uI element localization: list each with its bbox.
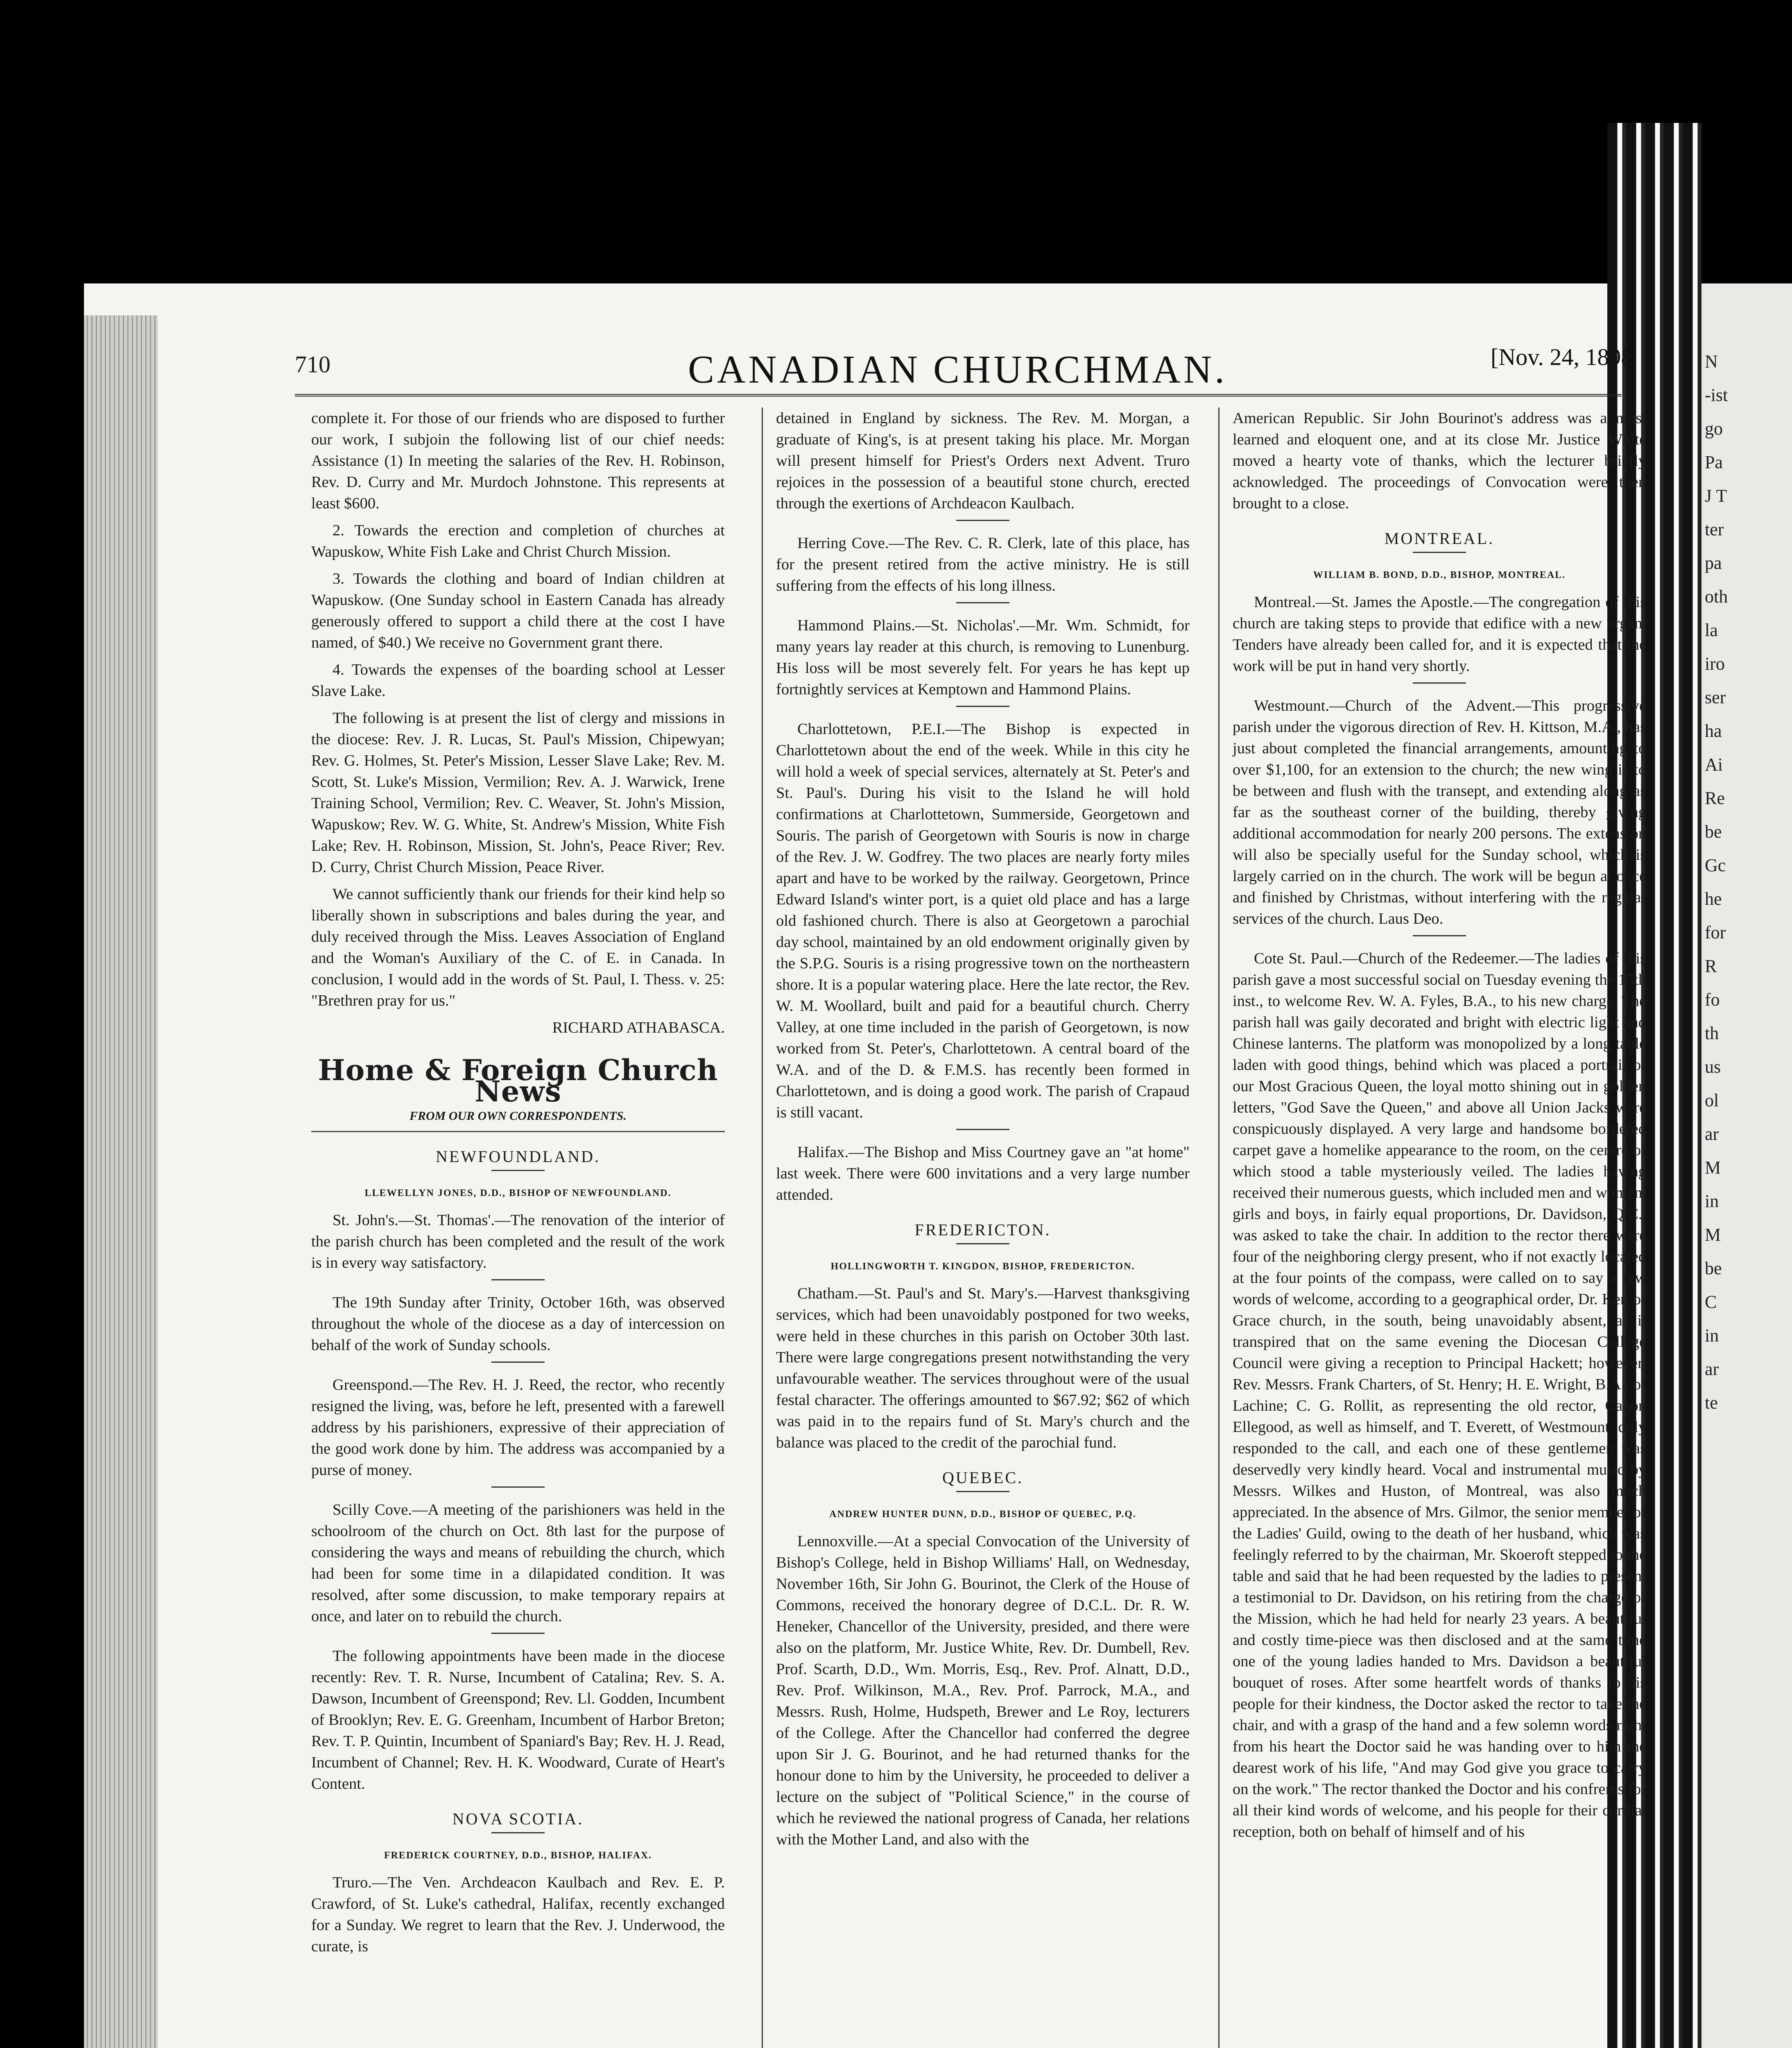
column-1 [311, 408, 725, 2048]
divider [491, 1832, 545, 1833]
paragraph: Lennoxville.—At a special Convocation of the University of Bishop's College, held in Bishop Williams' Hall, on Wednesday, November 16th, Sir John G. Bourinot, the Clerk of the House of Commons, received the honorary degree of D.C.L. Dr. R. W. Heneker, Chancellor of the University, presided, and there were also on the platform, Mr. Justice White, Rev. Dr. Dumbell, Rev. Prof. Scarth, D.D., Wm. Morris, Esq., Rev. Prof. Alnatt, D.D., Rev. Prof. Wilkinson, M.A., Rev. Prof. Parrock, M.A., and Messrs. Rush, Holme, Hudspeth, Brewer and Le Roy, lecturers of the College. After the Chancellor had conferred the degree upon Sir J. G. Bourinot, and he had returned thanks for the honour done to him by the University, he proceeded to deliver a lecture on the subject of "Political Science," in the course of which he reviewed the national progress of Canada, her relations with the Mother Land, and also with the [776, 1533, 1190, 1848]
news-section-title: Home & Foreign Church News [318, 1053, 718, 1108]
paragraph: Westmount.—Church of the Advent.—This progressive parish under the vigorous direction of Rev. H. Kittson, M.A., has just about completed the financial arrangements, amounting to over $1,100, for an extension to the church; the new wing is to be between and flush with the transept, and extending along as far as the southeast corner of the building, thereby giving additional accommodation for nearly 200 persons. The extension will also be specially useful for the Sunday school, which is largely carried on in the church. The work will be begun at once and finished by Christmas, without interfering with the regular services of the church. Laus Deo. [1233, 697, 1646, 927]
paragraph: Scilly Cove.—A meeting of the parishioners was held in the schoolroom of the church on Oct. 8th last for the purpose of considering the ways and means of rebuilding the church, which had been for some time in a dilapidated condition. It was resolved, after some discussion, to make temporary repairs at once, and later on to rebuild the church. [311, 1501, 725, 1625]
adjacent-page-text: M [1705, 1225, 1721, 1245]
adjacent-page-text: -ist [1705, 385, 1728, 405]
section-heading-fredericton: FREDERICTON. [914, 1221, 1051, 1239]
adjacent-page-text: ar [1705, 1124, 1719, 1144]
issue-date: [Nov. 24, 1898 [1491, 344, 1633, 370]
paragraph: Halifax.—The Bishop and Miss Courtney gave an "at home" last week. There were 600 invitations and a very large number attended. [776, 1144, 1190, 1203]
divider [491, 1279, 545, 1280]
adjacent-page-text: us [1705, 1057, 1721, 1077]
paragraph: Hammond Plains.—St. Nicholas'.—Mr. Wm. Schmidt, for many years lay reader at this church, is removing to Lunenburg. His loss will be most severely felt. For years he has kept up fortnightly services at Kemptown and Hammond Plains. [776, 617, 1190, 698]
paragraph: St. John's.—St. Thomas'.—The renovation of the interior of the parish church has been completed and the result of the work is in every way satisfactory. [311, 1212, 725, 1271]
page-edges [84, 315, 158, 2048]
page-number: 710 [295, 351, 330, 378]
adjacent-page-text: Gc [1705, 855, 1726, 875]
adjacent-page-text: Pa [1705, 452, 1723, 472]
section-heading-montreal: MONTREAL. [1384, 529, 1495, 548]
adjacent-page-text: C [1705, 1292, 1717, 1312]
paragraph: The following is at present the list of clergy and missions in the diocese: Rev. J. R. Lucas, St. Paul's Mission, Chipewyan; Rev. G. Holmes, St. Peter's Mission, Lesser Slave Lake; Rev. M. Scott, St. Luke's Mission, Vermilion; Rev. A. J. Warwick, Irene Training School, Vermilion; Rev. C. Weaver, St. John's Mission, Wapuskow; Rev. W. G. White, St. Andrew's Mission, White Fish Lake; Rev. H. Robinson, Mission, St. John's, Peace River; Rev. D. Curry, Christ Church Mission, Peace River. [311, 709, 725, 876]
paragraph: Chatham.—St. Paul's and St. Mary's.—Harvest thanksgiving services, which had been unavoidably postponed for two weeks, were held in these churches in this parish on October 30th last. There were large congregations present notwithstanding the very unfavourable weather. The services throughout were of the usual festal character. The offerings amounted to $67.92; $62 of which was paid in to the repairs fund of St. Mary's church and the balance was placed to the credit of the parochial fund. [776, 1285, 1190, 1451]
adjacent-page-text: iro [1705, 654, 1725, 674]
adjacent-page-text: in [1705, 1325, 1719, 1346]
divider [1413, 552, 1466, 553]
news-section-subtitle: FROM OUR OWN CORRESPONDENTS. [409, 1109, 627, 1123]
adjacent-page-text: Ai [1705, 754, 1723, 775]
adjacent-page-text: pa [1705, 553, 1722, 573]
divider [956, 520, 1009, 521]
adjacent-page-text: ha [1705, 721, 1722, 741]
section-heading-quebec: QUEBEC. [942, 1468, 1023, 1487]
paragraph: detained in England by sickness. The Rev. M. Morgan, a graduate of King's, is at present taking his place. Mr. Morgan will present himself for Priest's Orders next Advent. Truro rejoices in the possession of a beautiful stone church, erected through the exertions of Archdeacon Kaulbach. [776, 410, 1190, 512]
paragraph: 2. Towards the erection and completion of churches at Wapuskow, White Fish Lake and Christ Church Mission. [311, 522, 725, 560]
adjacent-page-text: ol [1705, 1090, 1719, 1110]
paragraph: Greenspond.—The Rev. H. J. Reed, the rector, who recently resigned the living, was, before he left, presented with a farewell address by his parishioners, expressive of their appreciation of the good work done by him. The address was accompanied by a purse of money. [311, 1376, 725, 1479]
header-rule [295, 394, 1622, 396]
divider [491, 1362, 545, 1363]
adjacent-page-text: be [1705, 1258, 1722, 1278]
adjacent-page-text: fo [1705, 990, 1720, 1010]
adjacent-page-text: J T [1705, 486, 1727, 506]
paragraph: 3. Towards the clothing and board of Indian children at Wapuskow. (One Sunday school in Eastern Canada has already generously offered to support a child there at the cost I have named, of $40.) We receive no Government grant there. [311, 570, 725, 651]
divider [956, 602, 1009, 603]
column-2 [776, 408, 1190, 2048]
adjacent-page-text: N [1705, 351, 1718, 372]
adjacent-page-text: ter [1705, 519, 1724, 539]
adjacent-page-text: he [1705, 889, 1722, 909]
masthead-title: CANADIAN CHURCHMAN. [688, 347, 1228, 391]
adjacent-page-text: go [1705, 419, 1723, 439]
column-3 [1233, 408, 1646, 2048]
adjacent-page-text: ar [1705, 1359, 1719, 1379]
athabasca-letter [311, 408, 725, 1038]
divider [956, 1129, 1009, 1130]
section-heading-newfoundland: NEWFOUNDLAND. [436, 1147, 600, 1166]
paragraph: Montreal.—St. James the Apostle.—The congregation of this church are taking steps to provide that edifice with a new organ. Tenders have already been called for, and it is expected that the work will be put in hand very shortly. [1233, 594, 1646, 675]
paragraph: Herring Cove.—The Rev. C. R. Clerk, late of this place, has for the present retired from the active ministry. He is still suffering from the effects of his long illness. [776, 535, 1190, 594]
paragraph: Truro.—The Ven. Archdeacon Kaulbach and Rev. E. P. Crawford, of St. Luke's cathedral, Halifax, recently exchanged for a Sunday. We regret to learn that the Rev. J. Underwood, the curate, is [311, 1874, 725, 1955]
running-head [295, 334, 1633, 392]
section-heading-nova-scotia: NOVA SCOTIA. [452, 1810, 584, 1828]
paragraph: American Republic. Sir John Bourinot's address was a most learned and eloquent one, and at its close Mr. Justice White moved a hearty vote of thanks, which the lecturer briefly acknowledged. The proceedings of Convocation were then brought to a close. [1233, 410, 1646, 512]
adjacent-page-text: oth [1705, 587, 1728, 607]
divider [491, 1170, 545, 1171]
adjacent-page-text: ser [1705, 687, 1726, 707]
adjacent-page-text: R [1705, 956, 1717, 976]
divider [311, 1131, 725, 1132]
adjacent-page-text: th [1705, 1023, 1719, 1043]
column-rule [1218, 408, 1220, 2048]
divider [956, 1243, 1009, 1244]
paragraph: 4. Towards the expenses of the boarding school at Lesser Slave Lake. [311, 661, 725, 700]
divider [491, 1486, 545, 1488]
divider [1413, 935, 1466, 936]
paragraph: The 19th Sunday after Trinity, October 16th, was observed throughout the whole of the diocese as a day of intercession on behalf of the work of Sunday schools. [311, 1294, 725, 1354]
bishop-line: FREDERICK COURTNEY, D.D., BISHOP, HALIFAX. [384, 1850, 652, 1861]
adjacent-page-text: be [1705, 822, 1722, 842]
bishop-line: WILLIAM B. BOND, D.D., BISHOP, MONTREAL. [1313, 570, 1566, 580]
paragraph: The following appointments have been made in the diocese recently: Rev. T. R. Nurse, Incumbent of Catalina; Rev. S. A. Dawson, Incumbent of Greenspond; Rev. Ll. Godden, Incumbent of Brooklyn; Rev. E. G. Greenham, Incumbent of Harbor Breton; Rev. T. P. Quintin, Incumbent of Spaniard's Bay; Rev. H. J. Read, Incumbent of Channel; Rev. H. K. Woodward, Curate of Heart's Content. [311, 1647, 725, 1792]
adjacent-page-fragment [1701, 283, 1792, 2048]
paragraph: complete it. For those of our friends who are disposed to further our work, I subjoin the following list of our chief needs: Assistance (1) In meeting the salaries of the Rev. H. Robinson, Rev. D. Curry and Mr. Murdoch Johnstone. This represents at least $600. [311, 410, 725, 512]
adjacent-page-text: la [1705, 620, 1718, 640]
divider [491, 1633, 545, 1634]
paragraph: Charlottetown, P.E.I.—The Bishop is expected in Charlottetown about the end of the week. While in this city he will hold a week of special services, alternately at St. Peter's and St. Paul's. During his visit to the Island he will hold confirmations at Charlottetown, Summerside, Georgetown and Souris. The parish of Georgetown with Souris is now in charge of the Rev. J. W. Godfrey. The two places are nearly forty miles apart and have to be worked by the railway. Georgetown, Prince Edward Island's winter port, is a quiet old place and has a large old fashioned church. There is also at Georgetown a parochial day school, maintained by an old endowment originally given by the S.P.G. Souris is a rising progressive town on the northeastern shore. It is a popular watering place. Here the late rector, the Rev. W. M. Woollard, built and paid for a beautiful church. Cherry Valley, at one time included in the parish of Georgetown, is now worked from St. Peter's, Charlottetown. A central board of the W.A. and of the D. & F.M.S. has recently been formed in Charlottetown, and is doing a good work. The parish of Crapaud is still vacant. [776, 720, 1190, 1121]
bishop-line: ANDREW HUNTER DUNN, D.D., BISHOP OF QUEBEC, P.Q. [829, 1509, 1136, 1520]
bishop-line: LLEWELLYN JONES, D.D., BISHOP OF NEWFOUNDLAND. [364, 1188, 672, 1198]
adjacent-page-text: M [1705, 1158, 1721, 1178]
bishop-line: HOLLINGWORTH T. KINGDON, BISHOP, FREDERICTON. [830, 1261, 1135, 1272]
signature: RICHARD ATHABASCA. [552, 1019, 725, 1036]
divider [1413, 682, 1466, 684]
paragraph: We cannot sufficiently thank our friends for their kind help so liberally shown in subscriptions and bales during the year, and duly received through the Miss. Leaves Association of England and the Woman's Auxiliary of the C. of E. in Canada. In conclusion, I would add in the words of St. Paul, I. Thess. v. 25: "Brethren pray for us." [311, 886, 725, 1009]
divider [956, 1491, 1009, 1492]
column-rule [762, 408, 763, 2048]
adjacent-page-text: te [1705, 1393, 1718, 1413]
adjacent-page-text: for [1705, 922, 1726, 942]
adjacent-page-text: Re [1705, 788, 1725, 808]
paragraph: Cote St. Paul.—Church of the Redeemer.—The ladies of this parish gave a most successful social on Tuesday evening the 15th inst., to welcome Rev. W. A. Fyles, B.A., to his new charge. The parish hall was gaily decorated and bright with electric light and Chinese lanterns. The platform was monopolized by a long table laden with good things, behind which was placed a portrait of our Most Gracious Queen, the loyal motto shining out in golden letters, "God Save the Queen," and above all Union Jacks were conspicuously displayed. A very large and handsome bordered carpet gave a homelike appearance to the room, on the centre of which stood a table mysteriously veiled. The ladies having received their numerous guests, which included men and women, girls and boys, in fairly equal proportions, Dr. Davidson, Q.C., was asked to take the chair. In addition to the rector there were four of the neighboring clergy present, who if not exactly located at the four points of the compass, were called on to say a few words of welcome, according to a geographical order, Dr. Ker, of Grace church, in the south, being unavoidably absent, as it transpired that on the same evening the Diocesan College Council were giving a reception to Principal Hackett; however, Rev. Messrs. Frank Charters, of St. Henry; H. E. Wright, B.A., of Lachine; C. G. Rollit, as representing the old rector, Canon Ellegood, as well as himself, and T. Everett, of Westmount, duly responded to the call, and each one of these gentlemen was deservedly very kindly heard. Vocal and instrumental music by Messrs. Wilkes and Huston, of Montreal, was also much appreciated. In the absence of Mrs. Gilmor, the senior member of the Ladies' Guild, owing to the death of her husband, which was feelingly referred to by the chairman, Mr. Skoeroft stepped to the table and said that he had been requested by the ladies to present a testimonial to Dr. Davidson, on his retiring from the charge of the Mission, which he had held for nearly 23 years. A beautiful and costly time-piece was then disclosed and at the same time one of the young ladies handed to Mrs. Davidson a beautiful bouquet of roses. After some heartfelt words of thanks to his people for their kindness, the Doctor asked the rector to take the chair, and with a grasp of the hand and a few solemn words right from his heart the Doctor said he was handing over to him the dearest work of his life, "And may God give you grace to carry on the work." The rector thanked the Doctor and his confreres for all their kind words of welcome, and his people for their cordial reception, both on behalf of himself and of his [1233, 950, 1646, 1840]
adjacent-page-text: in [1705, 1191, 1719, 1211]
divider [956, 706, 1009, 707]
